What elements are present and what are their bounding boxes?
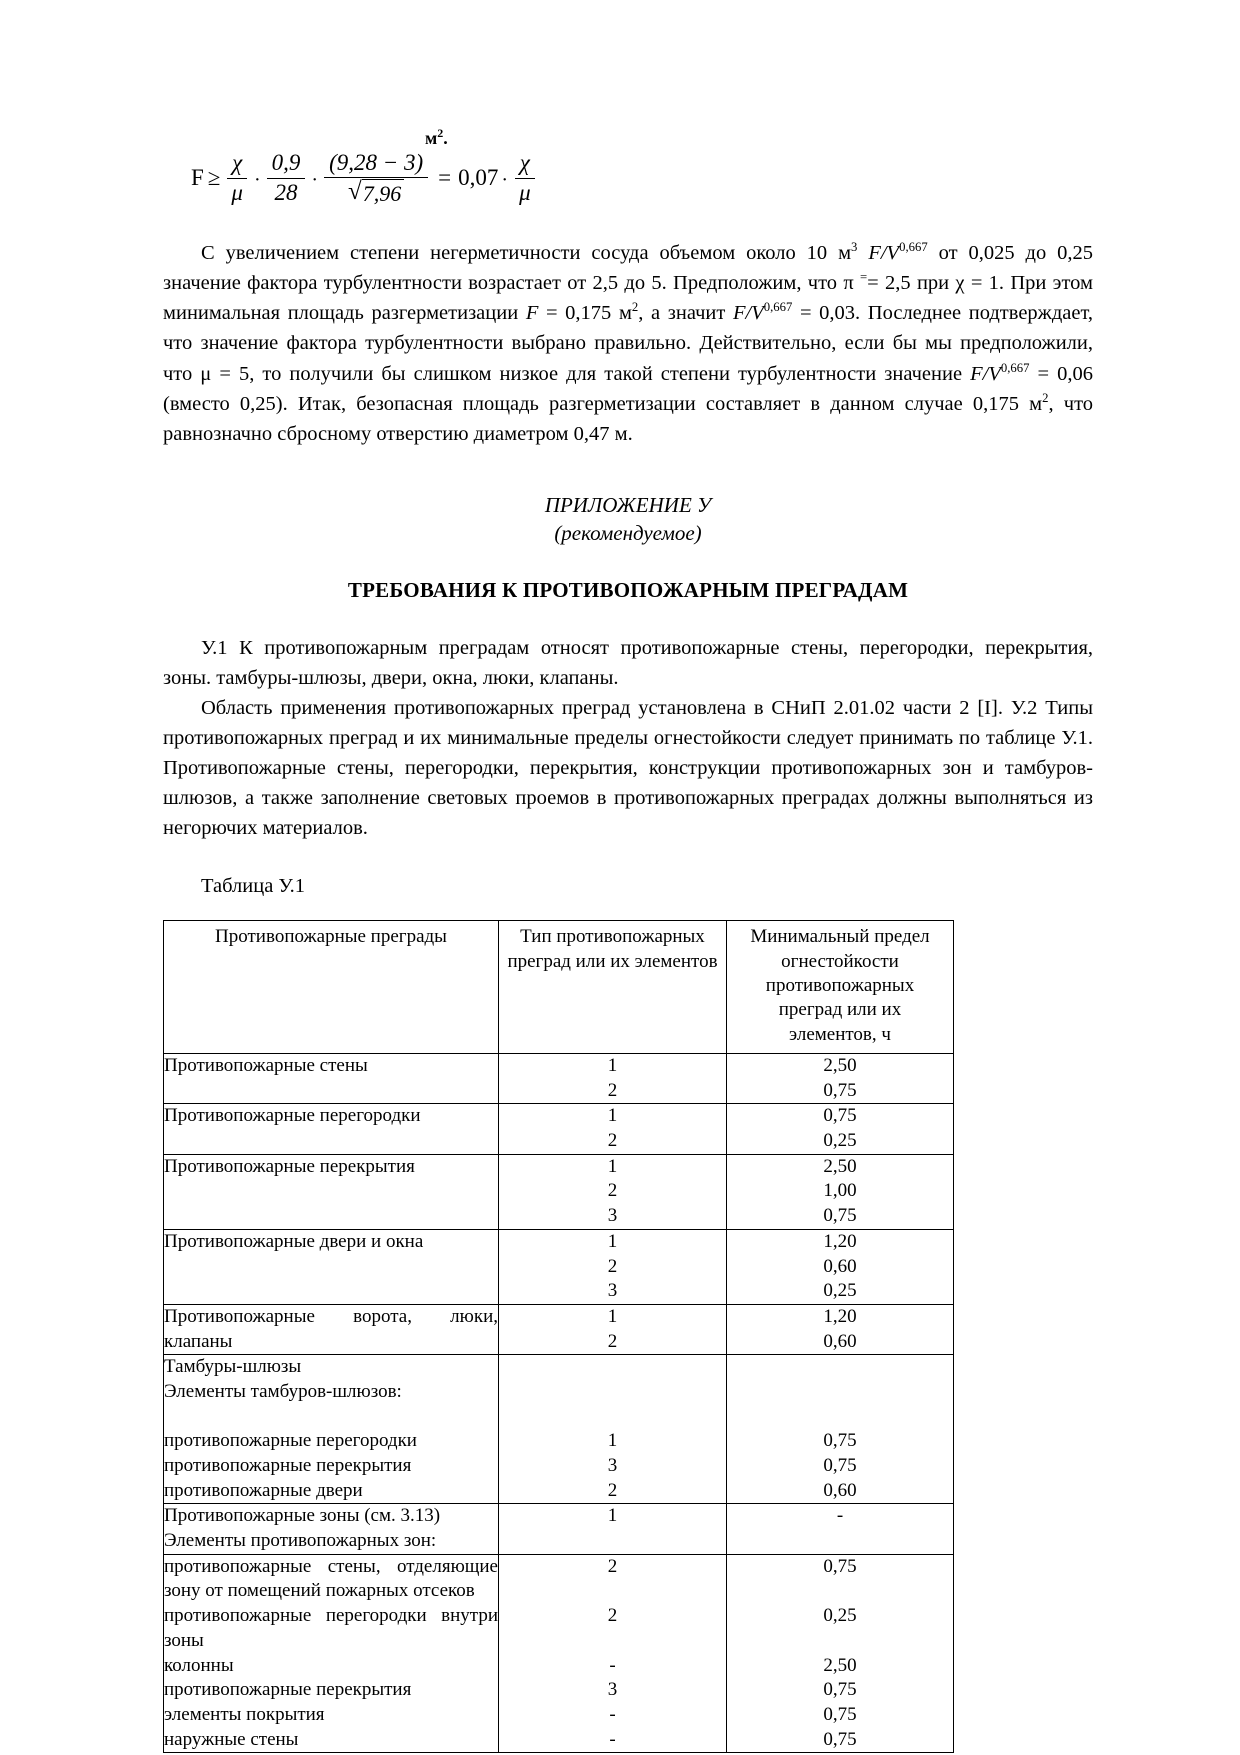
formula-relation: ≥ <box>207 165 221 191</box>
p1-equals-marker: = <box>860 270 868 285</box>
p1-ital4: F/V <box>970 362 1001 385</box>
row-name: Тамбуры-шлюзы Элементы тамбуров-шлюзов: противопожарные перегородки противопожарные перекрытия противопожарные двери <box>164 1355 499 1504</box>
p1-ital2: F <box>525 302 539 325</box>
p1-sup1: 3 <box>851 240 858 255</box>
table-row <box>164 1104 954 1154</box>
p1-seg8: = 0,06 (вместо 0,25). Итак, безопасная площадь разгерметизации составляет в данном случае 0,175 м <box>163 362 1094 415</box>
formula-term-3 <box>324 150 428 207</box>
table-row <box>164 1229 954 1304</box>
pressure-relief-formula <box>191 150 539 207</box>
table-row <box>164 1504 954 1554</box>
multiplication-dot: · <box>311 168 319 191</box>
multiplication-dot: · <box>501 168 509 191</box>
formula-term-3-numerator: (9,28 − 3) <box>324 150 428 178</box>
multiplication-dot: · <box>253 168 261 191</box>
p1-ital3: F/V <box>732 302 764 325</box>
row-types: 1 2 3 <box>499 1154 727 1229</box>
paragraph-turbulence-discussion <box>163 238 1093 449</box>
formula-term-1-denominator: μ <box>231 179 243 205</box>
formula-unit <box>425 128 448 149</box>
page-title: ТРЕБОВАНИЯ К ПРОТИВОПОЖАРНЫМ ПРЕГРАДАМ <box>347 577 909 602</box>
formula-term-3-denominator <box>343 178 409 206</box>
p1-seg2 <box>857 242 868 264</box>
p1-sup6: 2 <box>1042 390 1049 405</box>
appendix-subtitle: (рекомендуемое) <box>554 521 702 546</box>
row-limits: 1,20 0,60 0,25 <box>727 1229 954 1304</box>
p1-seg9: , что равнозначно сбросному отверстию диаметром 0,47 м. <box>163 392 1094 445</box>
square-root-icon: √ 7,96 <box>348 179 404 206</box>
formula-term-1-numerator: χ <box>227 150 247 178</box>
row-types: 1 2 <box>499 1054 727 1104</box>
paragraph-u1-definition: У.1 К противопожарным преградам относят противопожарные стены, перегородки, перекрытия, зоны. тамбуры-шлюзы, двери, окна, люки, клапаны. <box>163 636 1093 689</box>
p1-sup3: 2 <box>631 300 639 315</box>
formula-unit-trailing: . <box>443 128 448 148</box>
row-limits: 2,50 1,00 0,75 <box>727 1154 954 1229</box>
fire-barrier-requirements-table <box>163 920 954 1753</box>
row-limits: 2,50 0,75 <box>727 1054 954 1104</box>
formula-result-numerator: χ <box>515 150 535 178</box>
table-row <box>164 1054 954 1104</box>
formula-term-2-denominator: 28 <box>274 179 298 205</box>
row-name: Противопожарные двери и окна <box>164 1229 499 1304</box>
formula-term-2 <box>267 150 306 206</box>
p1-seg4: = 2,5 при χ = 1. При этом минимальная площадь разгерметизации <box>163 272 1093 325</box>
formula-term-2-numerator: 0,9 <box>267 150 306 178</box>
formula-equals: = <box>438 165 452 191</box>
row-types: 1 3 2 <box>499 1355 727 1504</box>
table-row <box>164 1554 954 1753</box>
page-content <box>163 0 1093 1753</box>
p1-seg1: С увеличением степени негерметичности сосуда объемом около 10 м <box>201 242 852 264</box>
row-types: 1 2 <box>499 1104 727 1154</box>
formula-block <box>163 128 1093 238</box>
table-header-barriers: Противопожарные преграды <box>164 921 499 1054</box>
formula-result-fraction <box>514 150 536 206</box>
table-caption: Таблица У.1 <box>201 875 305 898</box>
formula-result-coefficient: 0,07 <box>458 165 499 191</box>
formula-lhs: F <box>191 165 204 191</box>
row-name: противопожарные стены, отделяющие зону от помещений пожарных отсеков противопожарные перегородки внутри зоны колонны противопожарные перекрытия элементы покрытия наружные стены <box>164 1554 499 1753</box>
formula-unit-symbol: м <box>425 128 438 148</box>
p1-ital1: F/V <box>868 242 900 264</box>
row-name: Противопожарные ворота, люки, клапаны <box>164 1304 499 1354</box>
p1-seg7: = 0,03. Последнее подтверждает, что значение фактора турбулентности выбрано правильно. Действительно, если бы мы предположили, что μ = 5, то получили бы слишком низкое для такой степени турбулентности значение <box>163 302 1093 385</box>
formula-term-3-radicand: 7,96 <box>362 179 405 206</box>
row-types: 2 2 - 3 - - <box>499 1554 727 1753</box>
row-name: Противопожарные зоны (см. 3.13) Элементы противопожарных зон: <box>164 1504 499 1554</box>
appendix-title: ПРИЛОЖЕНИЕ У <box>544 492 712 517</box>
table-row <box>164 1355 954 1504</box>
row-limits: 1,20 0,60 <box>727 1304 954 1354</box>
row-name: Противопожарные стены <box>164 1054 499 1104</box>
table-header-type: Тип противопожарных преград или их элементов <box>499 921 727 1054</box>
formula-result-denominator: μ <box>519 179 531 205</box>
formula-unit-exponent: 2 <box>437 126 444 140</box>
p1-sup4: 0,667 <box>763 300 793 315</box>
row-limits: 0,75 0,25 2,50 0,75 0,75 0,75 <box>727 1554 954 1753</box>
paragraph-u2-scope: Область применения противопожарных преград установлена в СНиП 2.01.02 части 2 [I]. У.2 Типы противопожарных преград и их минимальные пределы огнестойкости следует принимать по таблице У.1. Противопожарные стены, перегородки, перекрытия, конструкции противопожарных зон и тамбуров-шлюзов, а также заполнение световых проемов в противопожарных преградах должны выполняться из негорючих материалов. <box>163 696 1093 840</box>
row-limits: 0,75 0,25 <box>727 1104 954 1154</box>
p1-sup2: 0,667 <box>899 240 928 255</box>
row-types: 1 <box>499 1504 727 1554</box>
p1-sup5: 0,667 <box>1000 360 1030 375</box>
table-row <box>164 1304 954 1354</box>
row-types: 1 2 <box>499 1304 727 1354</box>
row-name: Противопожарные перегородки <box>164 1104 499 1154</box>
p1-seg3: от 0,025 до 0,25 значение фактора турбулентности возрастает от 2,5 до 5. Предположим, что π <box>163 242 1094 295</box>
row-limits: 0,75 0,75 0,60 <box>727 1355 954 1504</box>
row-name: Противопожарные перекрытия <box>164 1154 499 1229</box>
table-header-limit: Минимальный предел огнестойкости противопожарных преград или их элементов, ч <box>727 921 954 1054</box>
p1-seg5: = 0,175 м <box>538 302 632 325</box>
table-row <box>164 1154 954 1229</box>
p1-seg6: , а значит <box>638 302 733 325</box>
row-types: 1 2 3 <box>499 1229 727 1304</box>
table-header-row <box>164 921 954 1054</box>
row-limits: - <box>727 1504 954 1554</box>
formula-term-1 <box>226 150 248 206</box>
